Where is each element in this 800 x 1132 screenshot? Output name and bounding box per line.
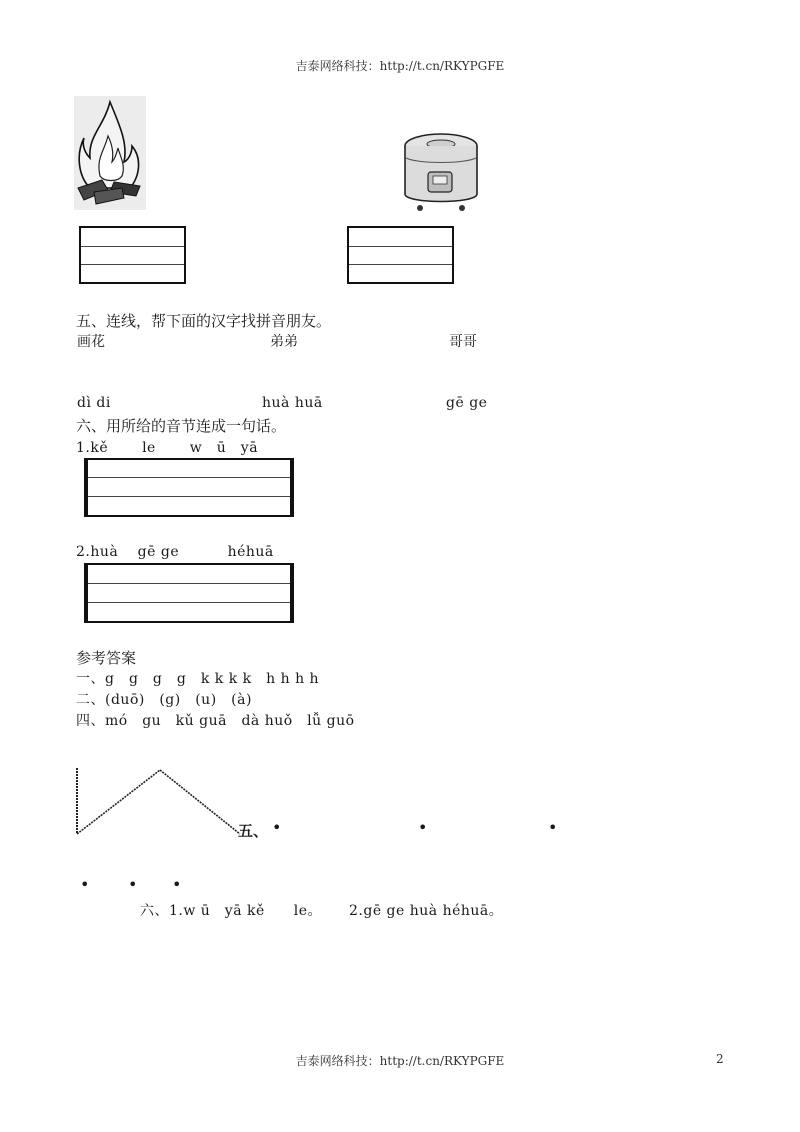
dot: •: [418, 818, 428, 837]
page-header: 吉泰网络科技：http://t.cn/RKYPGFE: [295, 59, 505, 73]
rice-cooker-icon: [398, 128, 484, 214]
dot: •: [172, 875, 182, 894]
answers-title: 参考答案: [76, 649, 137, 667]
page-footer: 吉泰网络科技：http://t.cn/RKYPGFE: [295, 1054, 505, 1068]
dot: •: [548, 818, 558, 837]
pinyin-di-di[interactable]: dì di: [77, 395, 111, 411]
connection-lines-diagram: [74, 766, 244, 838]
answer-line-6: 六、1.w ū yā kě le。 2.gē ge huà héhuā。: [140, 903, 504, 919]
answer-box-1[interactable]: [84, 458, 294, 517]
dot: •: [80, 875, 90, 894]
answer-5-label: 五、: [238, 822, 269, 840]
dot: •: [272, 818, 282, 837]
writing-box-cooker[interactable]: [347, 226, 454, 284]
dot: •: [128, 875, 138, 894]
question-2: 2.huà gē ge héhuā: [76, 544, 274, 560]
section5-title: 五、连线，帮下面的汉字找拼音朋友。: [76, 312, 332, 330]
page-number: 2: [716, 1052, 724, 1066]
pinyin-ge-ge[interactable]: gē ge: [446, 395, 488, 411]
answer-line-4: 四、mó gu kǔ guā dà huǒ lǚ guō: [76, 713, 355, 729]
answer-line-1: 一、g g g g k k k k h h h h: [76, 671, 320, 687]
answer-box-2[interactable]: [84, 563, 294, 623]
question-1: 1.kě le w ū yā: [76, 440, 259, 456]
fire-icon: [74, 96, 146, 210]
word-didi[interactable]: 弟弟: [270, 334, 298, 350]
answer-line-2: 二、(duō) (g) (u) (à): [76, 692, 252, 708]
section6-title: 六、用所给的音节连成一句话。: [76, 417, 287, 435]
writing-box-fire[interactable]: [79, 226, 186, 284]
word-gege[interactable]: 哥哥: [449, 334, 477, 350]
word-huahua[interactable]: 画花: [77, 334, 105, 350]
pinyin-hua-hua[interactable]: huà huā: [262, 395, 323, 411]
